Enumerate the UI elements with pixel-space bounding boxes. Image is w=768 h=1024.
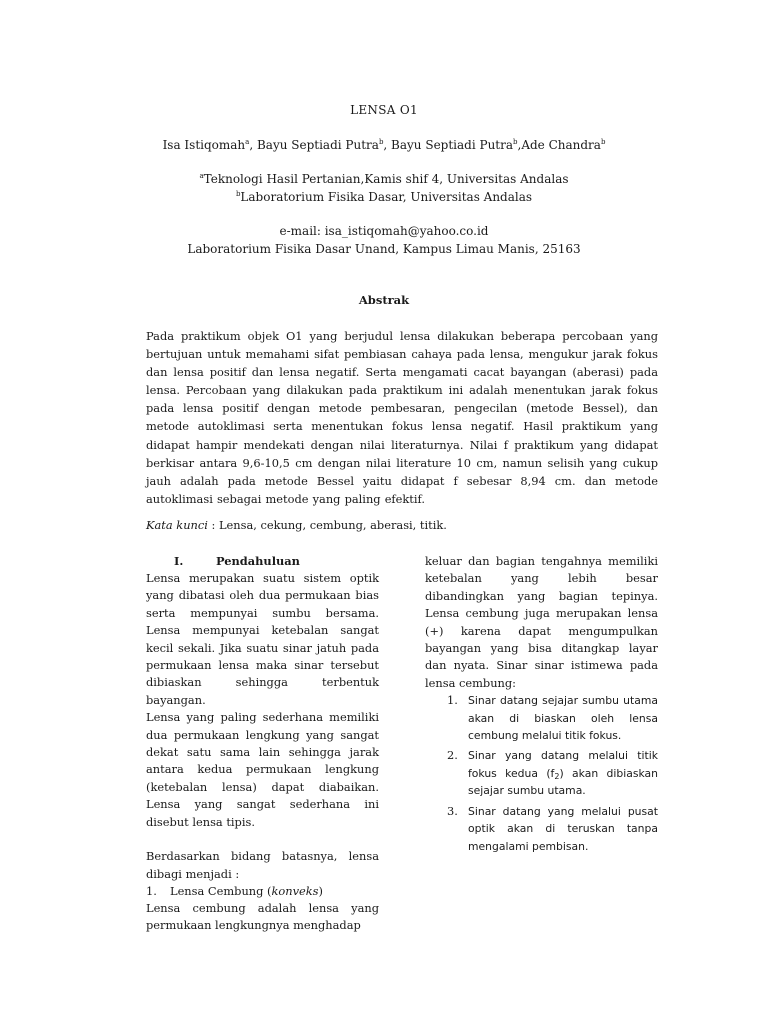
author-affil-mark: b: [600, 138, 606, 146]
affiliation-b: [0, 190, 768, 204]
section-number: I.: [174, 554, 184, 568]
author-name: , Bayu Septiadi Putra: [249, 138, 379, 152]
paragraph: Lensa yang paling sederhana memiliki dua permukaan lengkung yang sangat dekat satu sama lain sehingga jarak antara kedua permukaan lengkung (ketebalan lensa) dapat diabaikan. Lensa yang sangat sederhana ini disebut lensa tipis.: [146, 710, 379, 829]
list-text: Sinar datang sejajar sumbu utama akan di biaskan oleh lensa cembung melalui titik fokus.: [468, 694, 658, 743]
abstract-body: Pada praktikum objek O1 yang berjudul lensa dilakukan beberapa percobaan yang bertujuan untuk memahami sifat pembiasan cahaya pada lensa, mengukur jarak fokus dan lensa positif dan lensa negatif. Serta mengamati cacat bayangan (aberasi) pada lensa. Percobaan yang dilakukan pada praktikum ini adalah menentukan jarak fokus pada lensa positif dengan metode pembesaran, pengecilan (metode Bessel), dan metode autoklimasi serta menentukan fokus lensa negatif. Hasil praktikum yang didapat hampir mendekati dengan nilai literaturnya. Nilai f praktikum yang didapat berkisar antara 9,6-10,5 cm dengan nilai literature 10 cm, namun selisih yang cukup jauh adalah pada metode Bessel yaitu didapat f sebesar 8,94 cm. dan metode autoklimasi sebagai metode yang paling efektif.: [146, 329, 658, 506]
paragraph-gap: [146, 831, 379, 848]
numbered-item: [146, 883, 379, 900]
contact-email: e-mail: isa_istiqomah@yahoo.co.id: [279, 224, 489, 238]
list-number: 3.: [447, 803, 458, 818]
list-text: Sinar datang yang melalui pusat optik akan di teruskan tanpa mengalami pembisan.: [468, 804, 658, 853]
lab-address: Laboratorium Fisika Dasar Unand, Kampus Limau Manis, 25163: [187, 242, 581, 256]
item-text-start: Lensa Cembung (: [170, 883, 272, 898]
list-item: [425, 803, 658, 855]
list-text-start: Sinar yang datang melalui titik fokus kedua (f: [468, 749, 658, 780]
special-rays-list: [425, 692, 658, 855]
section-title: Pendahuluan: [216, 554, 300, 568]
item-number: 1.: [146, 883, 157, 898]
list-item: [425, 692, 658, 744]
author-list: [0, 138, 768, 152]
keywords-text: : Lensa, cekung, cembung, aberasi, titik.: [207, 518, 447, 532]
author-affil-mark: b: [378, 138, 384, 146]
paragraph: Lensa merupakan suatu sistem optik yang dibatasi oleh dua permukaan bias serta mempunyai sumbu bersama. Lensa mempunyai ketebalan sangat kecil sekali. Jika suatu sinar jatuh pada permukaan lensa maka sinar tersebut dibiaskan sehingga terbentuk bayangan.: [146, 571, 379, 707]
section-heading: [146, 553, 379, 570]
list-number: 2.: [447, 748, 458, 763]
affil-text: Laboratorium Fisika Dasar, Universitas Andalas: [240, 190, 533, 204]
keywords-label: Kata kunci: [146, 518, 208, 532]
author-affil-mark: a: [245, 138, 250, 146]
affiliation-a: [0, 172, 768, 186]
item-text-italic: konveks: [271, 883, 319, 898]
subscript: 2: [554, 771, 560, 781]
keywords-line: [146, 518, 658, 532]
author-name: , Bayu Septiadi Putra: [383, 138, 514, 152]
paper-title: LENSA O1: [350, 103, 418, 117]
right-column: [425, 553, 658, 855]
paragraph: Lensa cembung adalah lensa yang permukaan lengkungnya menghadap: [146, 900, 379, 933]
affil-mark: b: [235, 190, 241, 198]
item-text-end: ): [318, 883, 323, 898]
author-affil-mark: b: [513, 138, 518, 146]
list-item: [425, 747, 658, 799]
abstract-heading: Abstrak: [358, 293, 410, 307]
left-column: [146, 553, 379, 935]
list-number: 1.: [447, 693, 458, 708]
paragraph: Berdasarkan bidang batasnya, lensa dibagi menjadi :: [146, 849, 379, 881]
author-name: Isa Istiqomah: [162, 138, 246, 152]
affil-mark: a: [199, 172, 204, 180]
item-text: [170, 883, 323, 900]
affil-text: Teknologi Hasil Pertanian,Kamis shif 4, Universitas Andalas: [203, 172, 569, 186]
paragraph: keluar dan bagian tengahnya memiliki ketebalan yang lebih besar dibandingkan yang bagian tepinya. Lensa cembung juga merupakan lensa (+) karena dapat mengumpulkan bayangan yang bisa ditangkap layar dan nyata. Sinar sinar istimewa pada lensa cembung:: [425, 554, 658, 690]
list-text: [468, 747, 658, 799]
list-text-end: ) akan dibiaskan sejajar sumbu utama.: [468, 766, 658, 798]
author-name: ,Ade Chandra: [517, 138, 601, 152]
